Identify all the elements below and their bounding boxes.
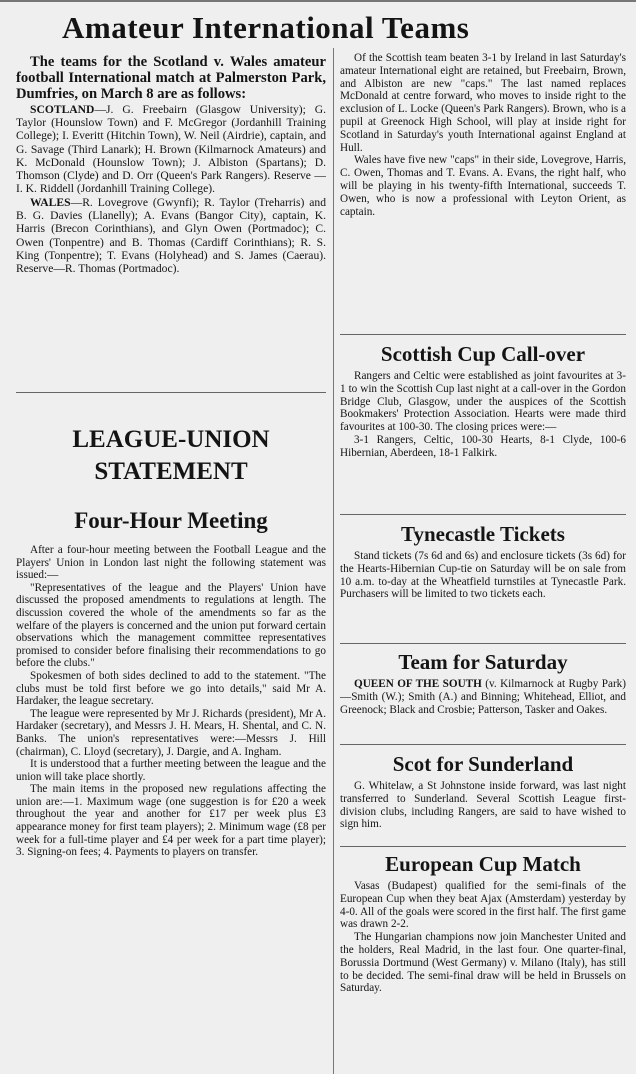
tynecastle-heading: Tynecastle Tickets bbox=[401, 522, 565, 546]
league-para-3: Spokesmen of both sides declined to add to the statement. "The clubs must be told first before we go into details," said Mr A. Hardaker, the league secretary. bbox=[16, 669, 326, 708]
tynecastle-article bbox=[340, 550, 626, 601]
league-para-2: "Representatives of the league and the Players' Union have discussed the proposed amendments to regulations at length. The discussion covered the whole of the amendments so far as the welfare of the players is concerned and the union put forward certain observations which the management committee representatives promised to consider before finalising their recommendations to go before the clubs." bbox=[16, 581, 326, 670]
main-headline: Amateur International Teams bbox=[62, 10, 470, 45]
amateur-article bbox=[16, 54, 326, 275]
amateur-wales-para: Wales have five new "caps" in their side, Lovegrove, Harris, C. Owen, Thomas and T. Evans. A. Evans, the right half, who will be playing in his twenty-fifth International, succeeds T. Owen, who is now a professional with Leyton Orient, as captain. bbox=[340, 154, 626, 218]
cup-callover-heading: Scottish Cup Call-over bbox=[380, 342, 586, 366]
rule-european bbox=[340, 846, 626, 847]
league-para-4: The league were represented by Mr J. Richards (president), Mr A. Hardaker (secretary), and Messrs J. H. Mears, H. Shental, and C. N. Banks. The union's representatives were:—Messrs J. Hill (chairman), C. Lloyd (secretary), J. Dargie, and A. Ingham. bbox=[16, 707, 326, 758]
top-rule bbox=[0, 0, 636, 2]
wales-label: WALES bbox=[30, 195, 71, 209]
european-para-1: Vasas (Budapest) qualified for the semi-finals of the European Cup when they beat Ajax (Amsterdam) yesterday by 4-0. All of the goals were scored in the first half. The first game was drawn 2-2. bbox=[340, 880, 626, 931]
sunderland-article bbox=[340, 780, 626, 831]
amateur-scottish-para: Of the Scottish team beaten 3-1 by Ireland in last Saturday's amateur International eight are retained, but Freebairn, Brown, and Albiston are new "caps." The last named replaces McDonald at centre forward, who moves to inside right to the exclusion of L. Locke (Queen's Park Rangers). Brown, who is a pupil at Greenock High School, will play at inside right for Scotland in Saturday's youth International against England at Hull. bbox=[340, 52, 626, 154]
saturday-heading: Team for Saturday bbox=[398, 650, 568, 674]
saturday-lineup: (v. Kilmarnock at Rugby Park)—Smith (W.); Smith (A.) and Binning; Whitehead, Elliot, and Greenock; Black and Crosbie; Patterson, Tasker and Oakes. bbox=[340, 678, 627, 716]
league-para-1: After a four-hour meeting between the Football League and the Players' Union in London last night the following statement was issued:— bbox=[16, 544, 326, 582]
european-heading: European Cup Match bbox=[385, 852, 581, 876]
scotland-lineup: —J. G. Freebairn (Glasgow University); G. Taylor (Hounslow Town) and F. McGregor (Jordanhill Training College); I. Everitt (Hitchin Town), W. Neil (Airdrie), captain, and G. Savage (Third Lanark); H. Brown (Kilmarnock Amateurs) and K. McDonald (Hounslow Town); J. Albiston (Spartans); D. Thomson (Clyde) and D. Orr (Queen's Park Rangers). Reserve — I. K. Riddell (Jordanhill Training College). bbox=[16, 102, 326, 196]
rule-amateur-end bbox=[16, 392, 326, 393]
column-divider bbox=[333, 48, 334, 1074]
league-subheading: Four-Hour Meeting bbox=[74, 508, 268, 533]
league-para-5: It is understood that a further meeting between the league and the union will take place shortly. bbox=[16, 758, 326, 783]
wales-team bbox=[16, 196, 326, 276]
wales-lineup: —R. Lovegrove (Gwynfi); R. Taylor (Treharris) and B. G. Davies (Llanelly); A. Evans (Bangor City), captain, K. Harris (Brecon Corinthians), and Glyn Owen (Portmadoc); C. Owen (Tonpentre) and B. Thomas (Cardiff Corinthians); R. S. King (Tonpentre); T. Evans (Holyhead) and S. James (Caerau). Reserve—R. Thomas (Portmadoc). bbox=[16, 195, 326, 276]
saturday-article bbox=[340, 678, 626, 716]
cup-para-1: Rangers and Celtic were established as joint favourites at 3-1 to win the Scottish Cup last night at a call-over in the Gordon Bridge Club, Glasgow, under the auspices of the Scottish Bookmakers' Protection Association. Hearts were made third favourites at 100-30. The closing prices were:— bbox=[340, 370, 626, 434]
rule-cup bbox=[340, 334, 626, 335]
european-para-2: The Hungarian champions now join Manchester United and the holders, Real Madrid, in the last four. One quarter-final, Borussia Dortmund (West Germany) v. Milano (Italy), has still to be decided. The semi-final draw will be held in Brussels on Saturday. bbox=[340, 931, 626, 995]
league-para-6: The main items in the proposed new regulations affecting the union are:—1. Maximum wage (one suggestion is for £20 a week throughout the year and another for £17 per week plus £3 appearance money for first team players); 2. Minimum wage (£8 per week for a full-time player and £4 per week for a part time player); 3. Signing-on fees; 4. Payments to players on transfer. bbox=[16, 783, 326, 859]
league-heading-line2: STATEMENT bbox=[94, 458, 248, 485]
amateur-continued bbox=[340, 52, 626, 218]
rule-saturday bbox=[340, 643, 626, 644]
saturday-para bbox=[340, 678, 626, 716]
sunderland-heading: Scot for Sunderland bbox=[392, 752, 574, 776]
cup-callover-article bbox=[340, 370, 626, 460]
cup-para-2: 3-1 Rangers, Celtic, 100-30 Hearts, 8-1 Clyde, 100-6 Hibernian, Aberdeen, 18-1 Falkirk. bbox=[340, 433, 626, 459]
league-heading-line1: LEAGUE-UNION bbox=[72, 426, 270, 453]
rule-sunderland bbox=[340, 744, 626, 745]
rule-tynecastle bbox=[340, 514, 626, 515]
sunderland-para: G. Whitelaw, a St Johnstone inside forward, was last night transferred to Sunderland. Several Scottish League first-division clubs, including Rangers, are said to have wished to sign him. bbox=[340, 780, 626, 831]
saturday-club: QUEEN OF THE SOUTH bbox=[354, 678, 482, 690]
scotland-team bbox=[16, 103, 326, 196]
tynecastle-para: Stand tickets (7s 6d and 6s) and enclosure tickets (3s 6d) for the Hearts-Hibernian Cup-tie on Saturday will be on sale from 10 a.m. to-day at the Wheatfield turnstiles at Tynecastle Park. Purchasers will be limited to two tickets each. bbox=[340, 550, 626, 601]
european-article bbox=[340, 880, 626, 995]
scotland-label: SCOTLAND bbox=[30, 102, 95, 116]
league-article bbox=[16, 544, 326, 859]
amateur-lead: The teams for the Scotland v. Wales amateur football International match at Palmerston Park, Dumfries, on March 8 are as follows: bbox=[16, 54, 326, 103]
